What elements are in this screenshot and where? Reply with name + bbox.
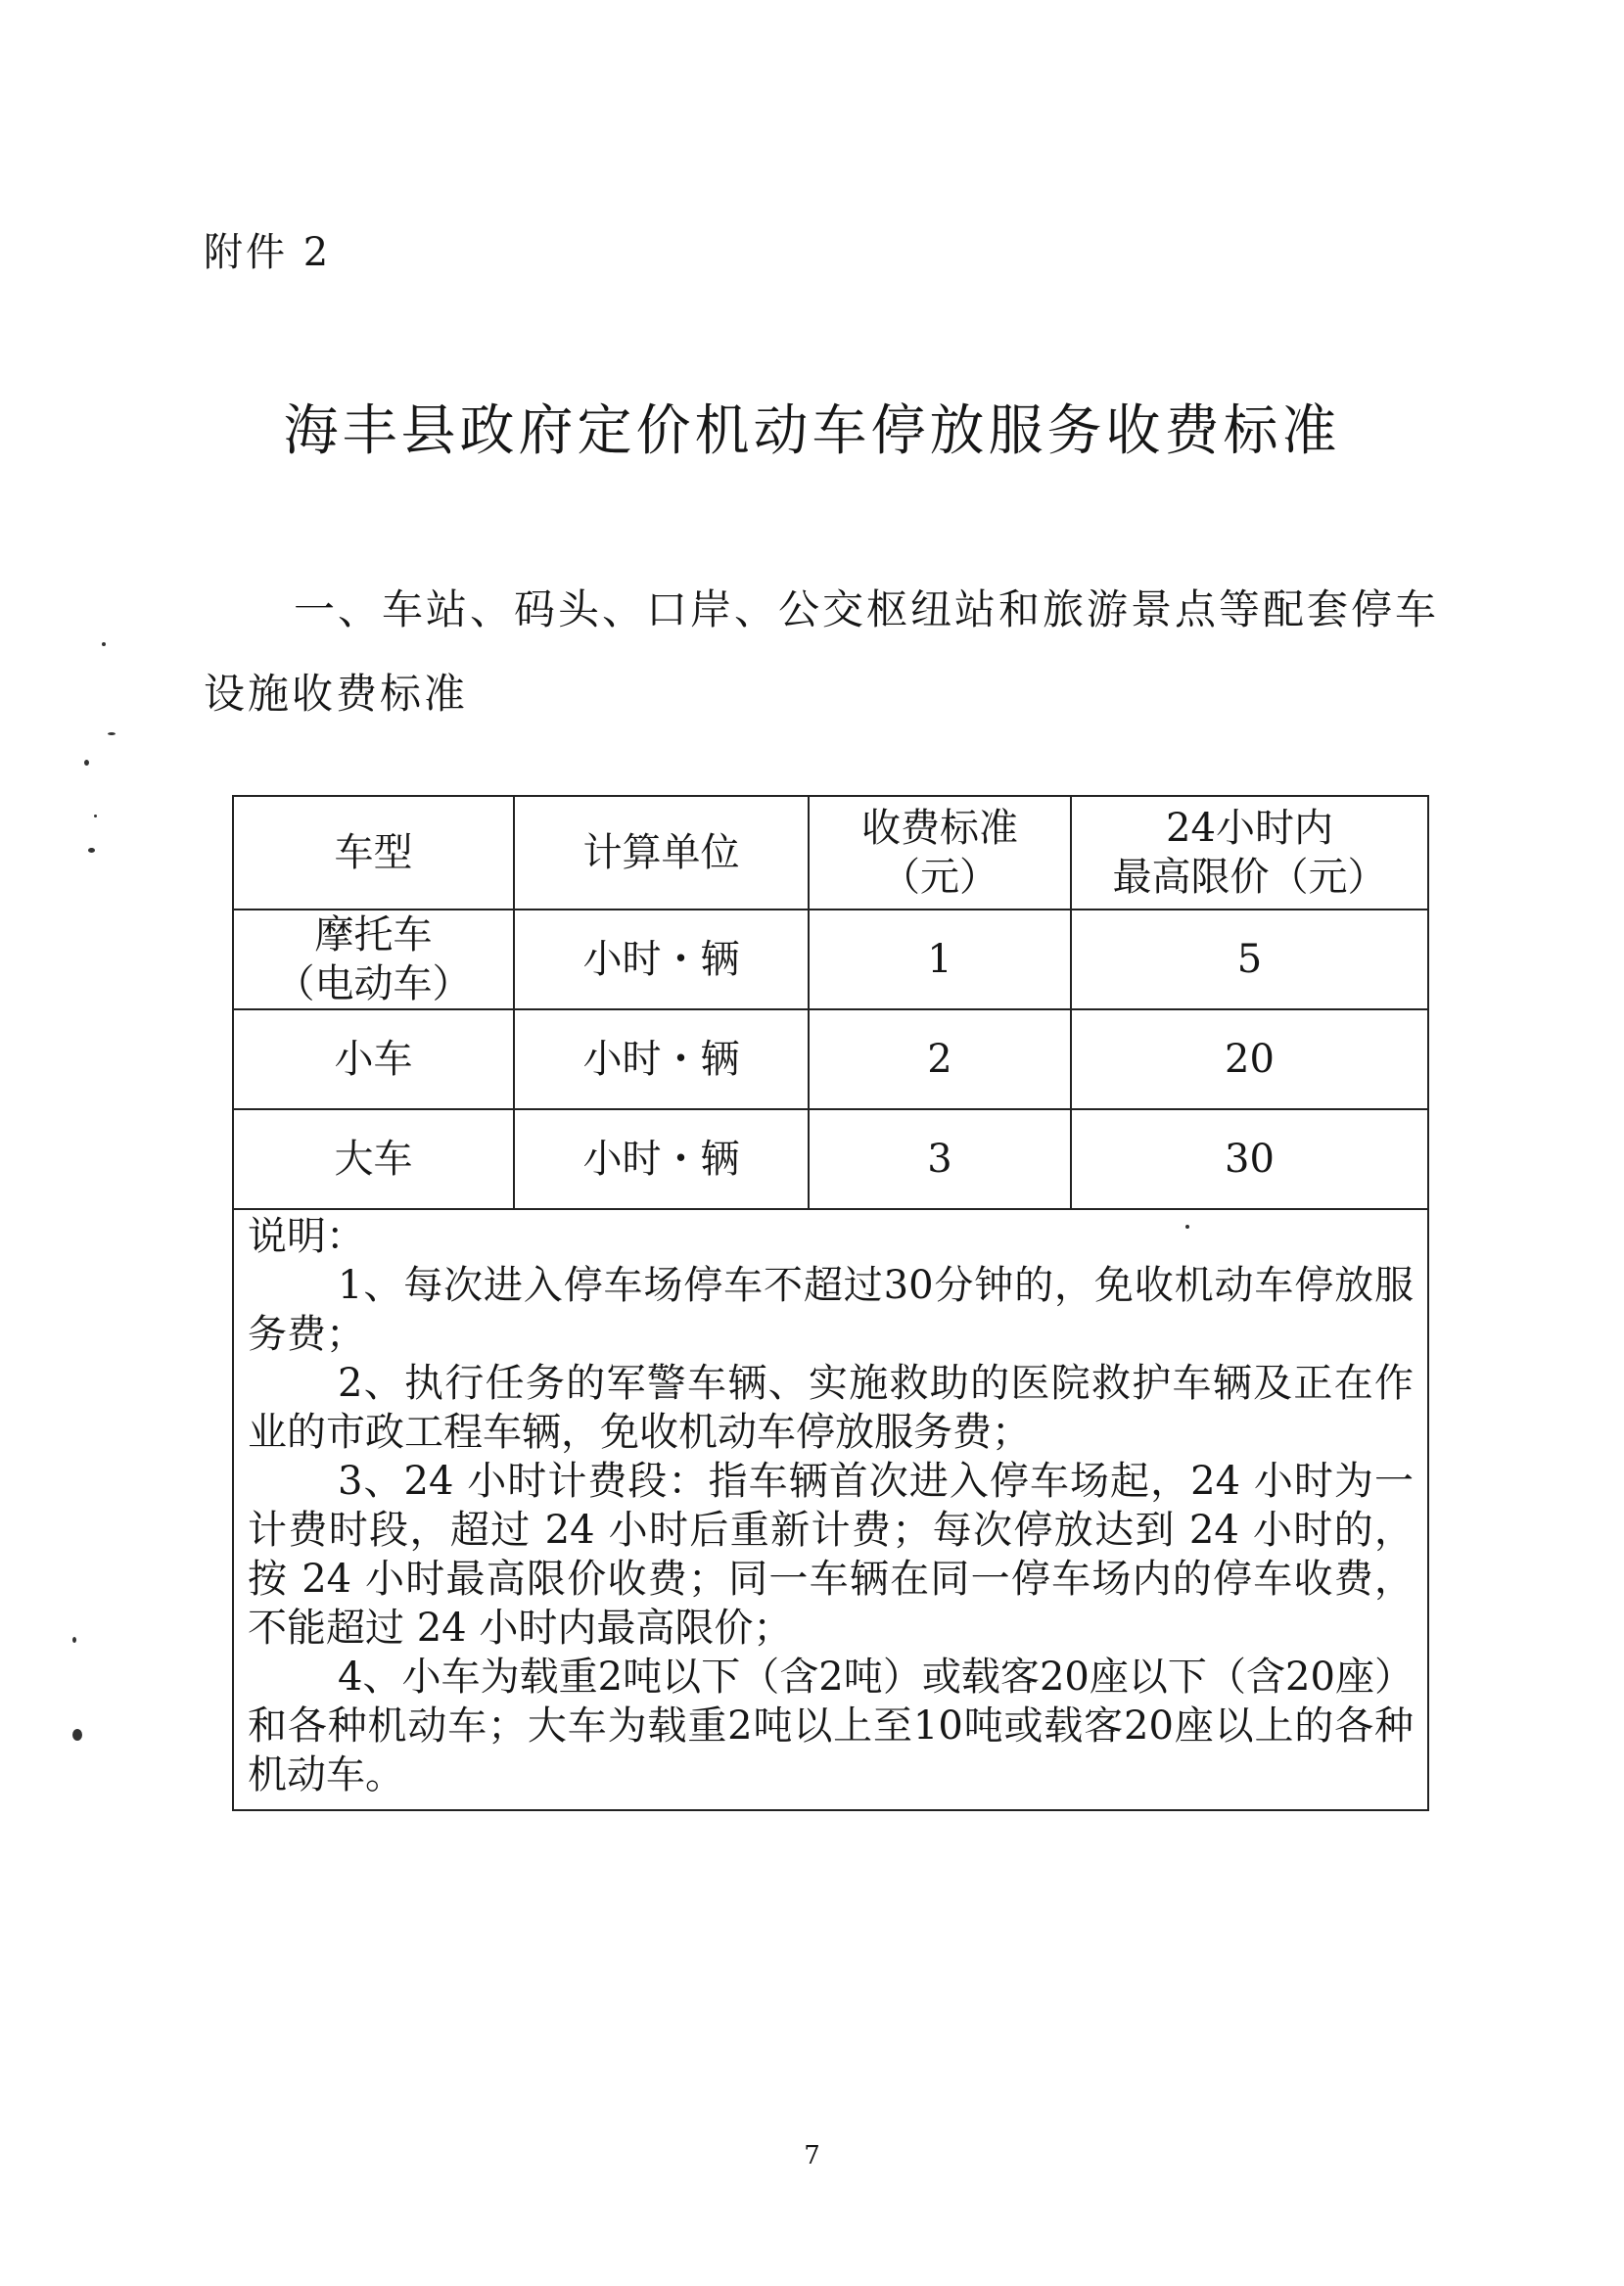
scan-speck xyxy=(102,642,106,646)
cell-unit: 小时・辆 xyxy=(514,910,809,1009)
notes-row xyxy=(233,1209,1428,1810)
cell-rate: 1 xyxy=(809,910,1071,1009)
header-daily-cap: 24小时内 最高限价（元） xyxy=(1071,796,1428,910)
cell-rate: 3 xyxy=(809,1109,1071,1209)
cell-unit: 小时・辆 xyxy=(514,1109,809,1209)
attachment-label: 附件 2 xyxy=(204,230,332,275)
table-row xyxy=(233,1009,1428,1109)
scan-speck xyxy=(72,1637,76,1643)
table-row xyxy=(233,1109,1428,1209)
scan-speck xyxy=(108,732,116,735)
header-rate: 收费标准 （元） xyxy=(809,796,1071,910)
notes-title: 说明： xyxy=(248,1214,365,1259)
cell-vehicle-type: 摩托车 （电动车） xyxy=(233,910,514,1009)
cell-daily-cap: 30 xyxy=(1071,1109,1428,1209)
notes-cell xyxy=(233,1209,1428,1810)
cell-daily-cap: 5 xyxy=(1071,910,1428,1009)
parking-fee-table xyxy=(232,795,1429,1811)
scan-speck xyxy=(1185,1225,1189,1229)
cell-vehicle-type: 小车 xyxy=(233,1009,514,1109)
scan-speck xyxy=(94,815,97,817)
cell-rate: 2 xyxy=(809,1009,1071,1109)
cell-vehicle-type: 大车 xyxy=(233,1109,514,1209)
note-item: 1、每次进入停车场停车不超过30分钟的，免收机动车停放服务费； xyxy=(248,1263,1414,1357)
cell-unit: 小时・辆 xyxy=(514,1009,809,1109)
scan-speck xyxy=(88,848,95,853)
scan-speck xyxy=(84,760,89,766)
table-row xyxy=(233,910,1428,1009)
note-item: 2、执行任务的军警车辆、实施救助的医院救护车辆及正在作业的市政工程车辆，免收机动车停放服务费； xyxy=(248,1361,1414,1455)
note-item: 4、小车为载重2吨以下（含2吨）或载客20座以下（含20座）和各种机动车；大车为载重2吨以上至10吨或载客20座以上的各种机动车。 xyxy=(248,1655,1414,1797)
section-heading: 一、车站、码头、口岸、公交枢纽站和旅游景点等配套停车设施收费标准 xyxy=(204,585,1440,718)
page-number: 7 xyxy=(804,2141,820,2170)
header-vehicle-type: 车型 xyxy=(233,796,514,910)
table-header-row xyxy=(233,796,1428,910)
note-item: 3、24 小时计费段：指车辆首次进入停车场起，24 小时为一计费时段，超过 24 小时后重新计费；每次停放达到 24 小时的，按 24 小时最高限价收费；同一车辆在同一停车场内的停车收费，不能超过 24 小时内最高限价； xyxy=(248,1459,1414,1651)
scan-speck xyxy=(72,1729,82,1741)
header-unit: 计算单位 xyxy=(514,796,809,910)
document-title: 海丰县政府定价机动车停放服务收费标准 xyxy=(283,399,1341,463)
cell-daily-cap: 20 xyxy=(1071,1009,1428,1109)
